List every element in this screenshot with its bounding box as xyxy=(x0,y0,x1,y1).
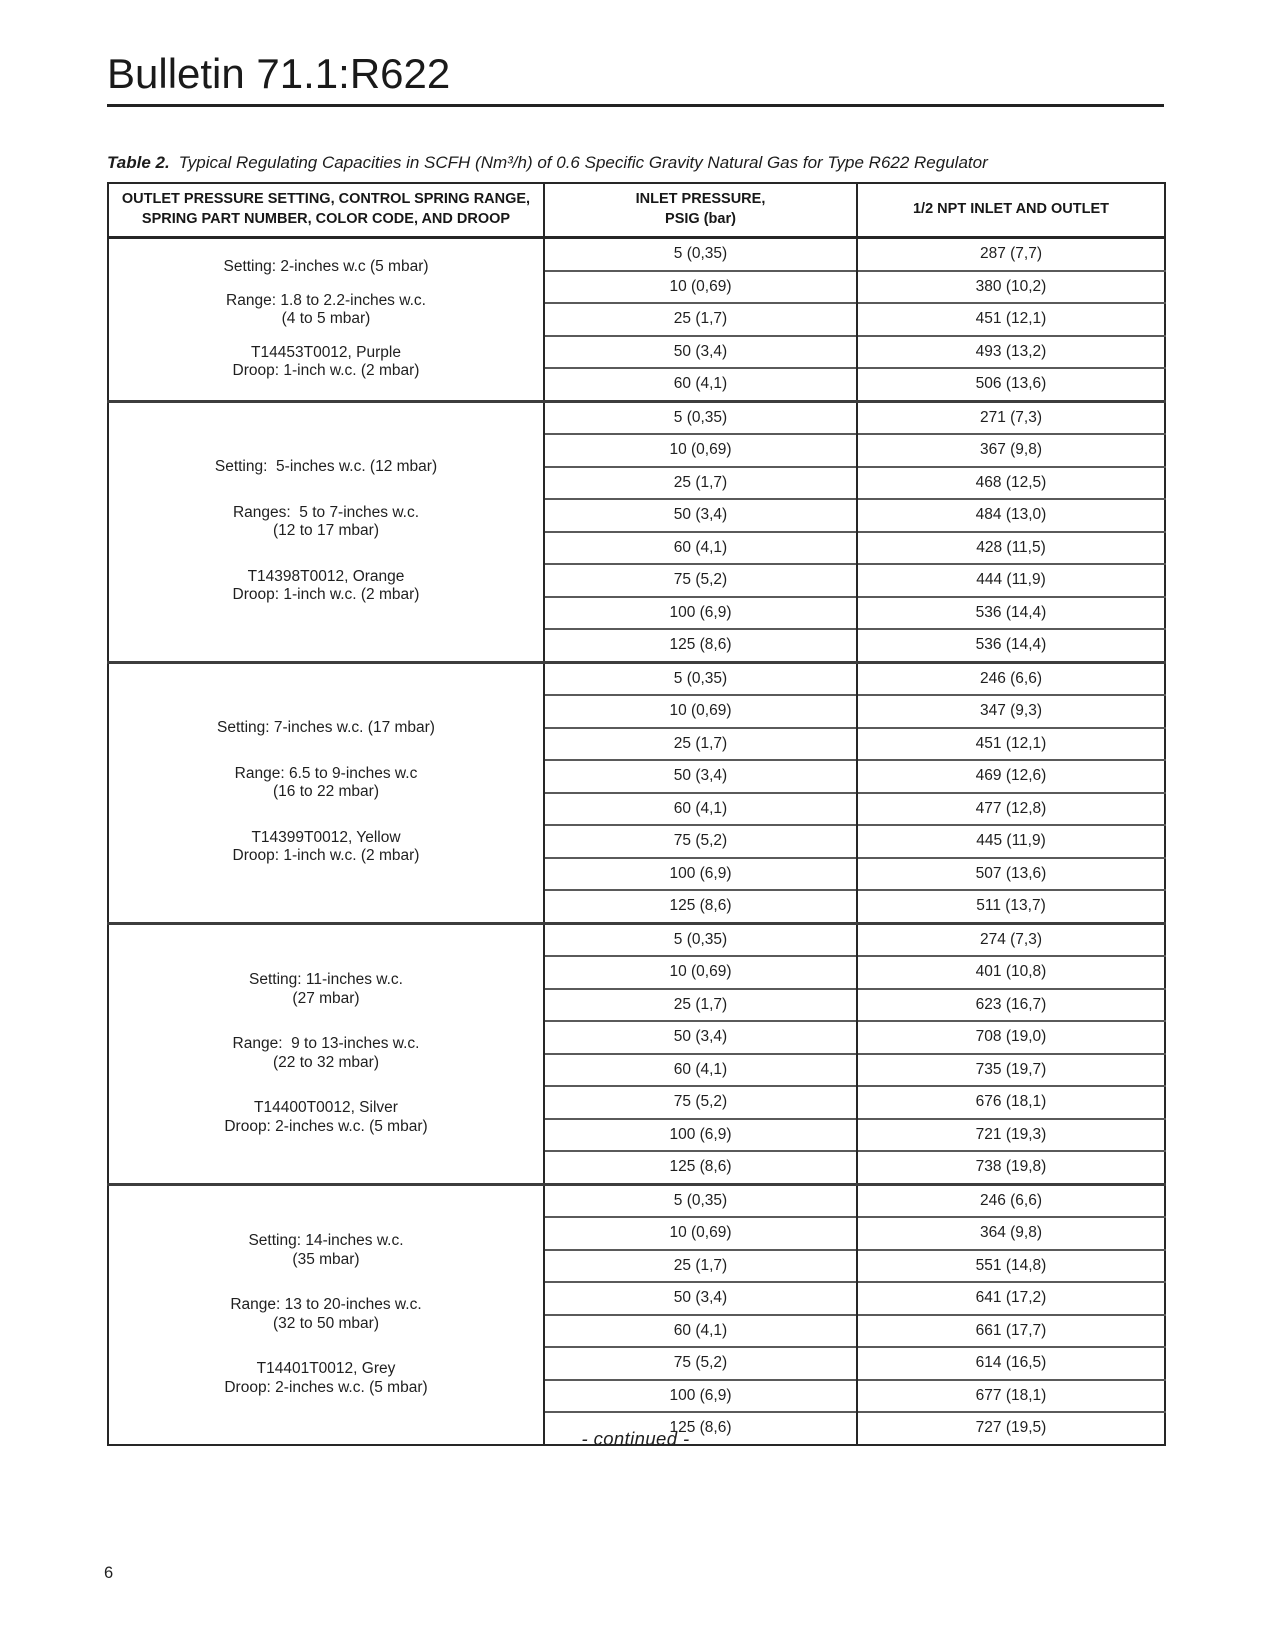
capacity-row xyxy=(108,1184,1165,1217)
spring-part-block xyxy=(123,829,529,866)
capacity-cell: 364 (9,8) xyxy=(857,1217,1165,1250)
inlet-pressure-cell: 5 (0,35) xyxy=(544,401,857,434)
capacity-cell: 536 (14,4) xyxy=(857,629,1165,662)
continued-note: - continued - xyxy=(581,1428,690,1449)
spring-setting-line: Setting: 5-inches w.c. (12 mbar) xyxy=(214,458,438,476)
capacity-table xyxy=(107,182,1166,1446)
spring-range-line: (12 to 17 mbar) xyxy=(273,522,379,540)
inlet-pressure-cell: 100 (6,9) xyxy=(544,1119,857,1152)
page-title: Bulletin 71.1:R622 xyxy=(107,50,451,97)
inlet-pressure-cell: 10 (0,69) xyxy=(544,956,857,989)
table-caption-text: Typical Regulating Capacities in SCFH (Nm³/h) of 0.6 Specific Gravity Natural Gas for Type R622 Regulator xyxy=(178,153,988,172)
inlet-pressure-cell: 5 (0,35) xyxy=(544,238,857,271)
inlet-pressure-cell: 10 (0,69) xyxy=(544,1217,857,1250)
inlet-pressure-cell: 75 (5,2) xyxy=(544,825,857,858)
capacity-cell: 708 (19,0) xyxy=(857,1021,1165,1054)
inlet-pressure-cell: 125 (8,6) xyxy=(544,1412,857,1445)
spring-group xyxy=(108,401,1165,662)
inlet-pressure-cell: 5 (0,35) xyxy=(544,923,857,956)
capacity-cell: 676 (18,1) xyxy=(857,1086,1165,1119)
capacity-cell: 727 (19,5) xyxy=(857,1412,1165,1445)
capacity-cell: 246 (6,6) xyxy=(857,1184,1165,1217)
spring-setting-line: Setting: 11-inches w.c. xyxy=(249,971,403,988)
spring-range-block xyxy=(123,504,529,541)
capacity-cell: 477 (12,8) xyxy=(857,793,1165,826)
inlet-pressure-cell: 125 (8,6) xyxy=(544,890,857,923)
spring-range-line: (22 to 32 mbar) xyxy=(273,1053,379,1071)
capacity-cell: 484 (13,0) xyxy=(857,499,1165,532)
spring-setting-block xyxy=(123,258,529,277)
page-number: 6 xyxy=(104,1564,114,1582)
header-outlet-pressure-setting xyxy=(108,183,544,238)
capacity-cell: 677 (18,1) xyxy=(857,1380,1165,1413)
inlet-pressure-cell: 50 (3,4) xyxy=(544,499,857,532)
inlet-pressure-cell: 25 (1,7) xyxy=(544,1250,857,1283)
spring-info-cell xyxy=(108,401,544,662)
capacity-cell: 721 (19,3) xyxy=(857,1119,1165,1152)
inlet-pressure-cell: 25 (1,7) xyxy=(544,303,857,336)
spring-part-block xyxy=(123,1360,529,1397)
spring-range-line: (16 to 22 mbar) xyxy=(273,783,379,801)
capacity-cell: 428 (11,5) xyxy=(857,532,1165,565)
capacity-cell: 445 (11,9) xyxy=(857,825,1165,858)
spring-info-cell xyxy=(108,923,544,1184)
spring-part-line: T14401T0012, Grey xyxy=(256,1360,396,1377)
spring-range-line: (32 to 50 mbar) xyxy=(273,1314,379,1332)
spring-range-line: (4 to 5 mbar) xyxy=(281,310,371,327)
capacity-row xyxy=(108,923,1165,956)
inlet-pressure-cell: 10 (0,69) xyxy=(544,695,857,728)
capacity-cell: 506 (13,6) xyxy=(857,368,1165,401)
inlet-pressure-cell: 50 (3,4) xyxy=(544,336,857,369)
inlet-pressure-cell: 10 (0,69) xyxy=(544,271,857,304)
spring-info-cell xyxy=(108,662,544,923)
capacity-cell: 551 (14,8) xyxy=(857,1250,1165,1283)
inlet-pressure-cell: 50 (3,4) xyxy=(544,1282,857,1315)
capacity-cell: 347 (9,3) xyxy=(857,695,1165,728)
capacity-cell: 287 (7,7) xyxy=(857,238,1165,271)
capacity-cell: 274 (7,3) xyxy=(857,923,1165,956)
spring-part-line: T14400T0012, Silver xyxy=(254,1099,398,1116)
capacity-cell: 536 (14,4) xyxy=(857,597,1165,630)
inlet-pressure-cell: 75 (5,2) xyxy=(544,1086,857,1119)
table-caption xyxy=(107,153,1164,173)
inlet-pressure-cell: 100 (6,9) xyxy=(544,1380,857,1413)
inlet-pressure-cell: 75 (5,2) xyxy=(544,1347,857,1380)
spring-range-block xyxy=(123,765,529,802)
spring-setting-line: Setting: 2-inches w.c (5 mbar) xyxy=(223,258,429,275)
capacity-cell: 738 (19,8) xyxy=(857,1151,1165,1184)
spring-range-block xyxy=(123,1035,529,1072)
spring-droop-line: Droop: 2-inches w.c. (5 mbar) xyxy=(224,1117,428,1135)
spring-droop-line: Droop: 1-inch w.c. (2 mbar) xyxy=(232,362,420,379)
capacity-cell: 641 (17,2) xyxy=(857,1282,1165,1315)
spring-droop-line: Droop: 2-inches w.c. (5 mbar) xyxy=(224,1378,428,1396)
spring-part-block xyxy=(123,344,529,381)
spring-range-line: Range: 9 to 13-inches w.c. xyxy=(232,1035,420,1052)
table-header-row xyxy=(108,183,1165,238)
spring-setting-block xyxy=(123,1232,529,1269)
spring-range-block xyxy=(123,1296,529,1333)
spring-range-line: Range: 13 to 20-inches w.c. xyxy=(230,1296,422,1313)
spring-part-block xyxy=(123,568,529,605)
capacity-cell: 468 (12,5) xyxy=(857,467,1165,500)
spring-group xyxy=(108,923,1165,1184)
spring-setting-line: Setting: 7-inches w.c. (17 mbar) xyxy=(217,719,435,737)
header-line: PSIG (bar) xyxy=(665,211,736,227)
capacity-row xyxy=(108,401,1165,434)
inlet-pressure-cell: 60 (4,1) xyxy=(544,1315,857,1348)
spring-setting-block xyxy=(123,719,529,738)
inlet-pressure-cell: 125 (8,6) xyxy=(544,1151,857,1184)
spring-droop-line: Droop: 1-inch w.c. (2 mbar) xyxy=(232,847,420,865)
spring-part-line: T14398T0012, Orange xyxy=(247,567,405,585)
spring-range-line: Ranges: 5 to 7-inches w.c. xyxy=(232,503,420,521)
inlet-pressure-cell: 50 (3,4) xyxy=(544,760,857,793)
spring-range-line: Range: 1.8 to 2.2-inches w.c. xyxy=(226,291,426,309)
capacity-cell: 661 (17,7) xyxy=(857,1315,1165,1348)
capacity-cell: 614 (16,5) xyxy=(857,1347,1165,1380)
capacity-cell: 469 (12,6) xyxy=(857,760,1165,793)
capacity-cell: 511 (13,7) xyxy=(857,890,1165,923)
capacity-cell: 444 (11,9) xyxy=(857,564,1165,597)
capacity-cell: 401 (10,8) xyxy=(857,956,1165,989)
header-inlet-pressure xyxy=(544,183,857,238)
header-line: SPRING PART NUMBER, COLOR CODE, AND DROOP xyxy=(141,211,511,227)
spring-setting-block xyxy=(123,971,529,1008)
capacity-cell: 367 (9,8) xyxy=(857,434,1165,467)
inlet-pressure-cell: 25 (1,7) xyxy=(544,467,857,500)
inlet-pressure-cell: 60 (4,1) xyxy=(544,1054,857,1087)
inlet-pressure-cell: 100 (6,9) xyxy=(544,597,857,630)
inlet-pressure-cell: 100 (6,9) xyxy=(544,858,857,891)
capacity-cell: 451 (12,1) xyxy=(857,303,1165,336)
header-line: OUTLET PRESSURE SETTING, CONTROL SPRING RANGE, xyxy=(121,191,531,208)
capacity-cell: 507 (13,6) xyxy=(857,858,1165,891)
spring-setting-block xyxy=(123,458,529,477)
inlet-pressure-cell: 5 (0,35) xyxy=(544,662,857,695)
spring-part-block xyxy=(123,1099,529,1136)
spring-info-cell xyxy=(108,238,544,402)
spring-range-line: Range: 6.5 to 9-inches w.c xyxy=(234,764,418,782)
inlet-pressure-cell: 25 (1,7) xyxy=(544,728,857,761)
capacity-cell: 271 (7,3) xyxy=(857,401,1165,434)
spring-group xyxy=(108,238,1165,402)
spring-droop-line: Droop: 1-inch w.c. (2 mbar) xyxy=(232,586,420,604)
inlet-pressure-cell: 60 (4,1) xyxy=(544,793,857,826)
capacity-cell: 451 (12,1) xyxy=(857,728,1165,761)
capacity-cell: 735 (19,7) xyxy=(857,1054,1165,1087)
capacity-cell: 493 (13,2) xyxy=(857,336,1165,369)
spring-part-line: T14453T0012, Purple xyxy=(251,343,401,361)
header-npt-inlet-outlet: 1/2 NPT INLET AND OUTLET xyxy=(857,183,1165,238)
table-caption-label: Table 2. xyxy=(107,153,170,172)
inlet-pressure-cell: 25 (1,7) xyxy=(544,989,857,1022)
spring-setting-line: Setting: 14-inches w.c. xyxy=(248,1232,404,1249)
inlet-pressure-cell: 50 (3,4) xyxy=(544,1021,857,1054)
spring-part-line: T14399T0012, Yellow xyxy=(251,828,401,846)
capacity-cell: 623 (16,7) xyxy=(857,989,1165,1022)
header-line: INLET PRESSURE, xyxy=(635,191,766,208)
spring-group xyxy=(108,1184,1165,1445)
spring-group xyxy=(108,662,1165,923)
inlet-pressure-cell: 10 (0,69) xyxy=(544,434,857,467)
spring-setting-line: (27 mbar) xyxy=(292,989,360,1007)
title-rule xyxy=(107,104,1164,107)
spring-info-cell xyxy=(108,1184,544,1445)
inlet-pressure-cell: 75 (5,2) xyxy=(544,564,857,597)
capacity-cell: 246 (6,6) xyxy=(857,662,1165,695)
inlet-pressure-cell: 5 (0,35) xyxy=(544,1184,857,1217)
spring-setting-line: (35 mbar) xyxy=(292,1250,360,1268)
capacity-cell: 380 (10,2) xyxy=(857,271,1165,304)
capacity-row xyxy=(108,238,1165,271)
inlet-pressure-cell: 60 (4,1) xyxy=(544,368,857,401)
capacity-row xyxy=(108,662,1165,695)
inlet-pressure-cell: 60 (4,1) xyxy=(544,532,857,565)
inlet-pressure-cell: 125 (8,6) xyxy=(544,629,857,662)
spring-range-block xyxy=(123,292,529,329)
